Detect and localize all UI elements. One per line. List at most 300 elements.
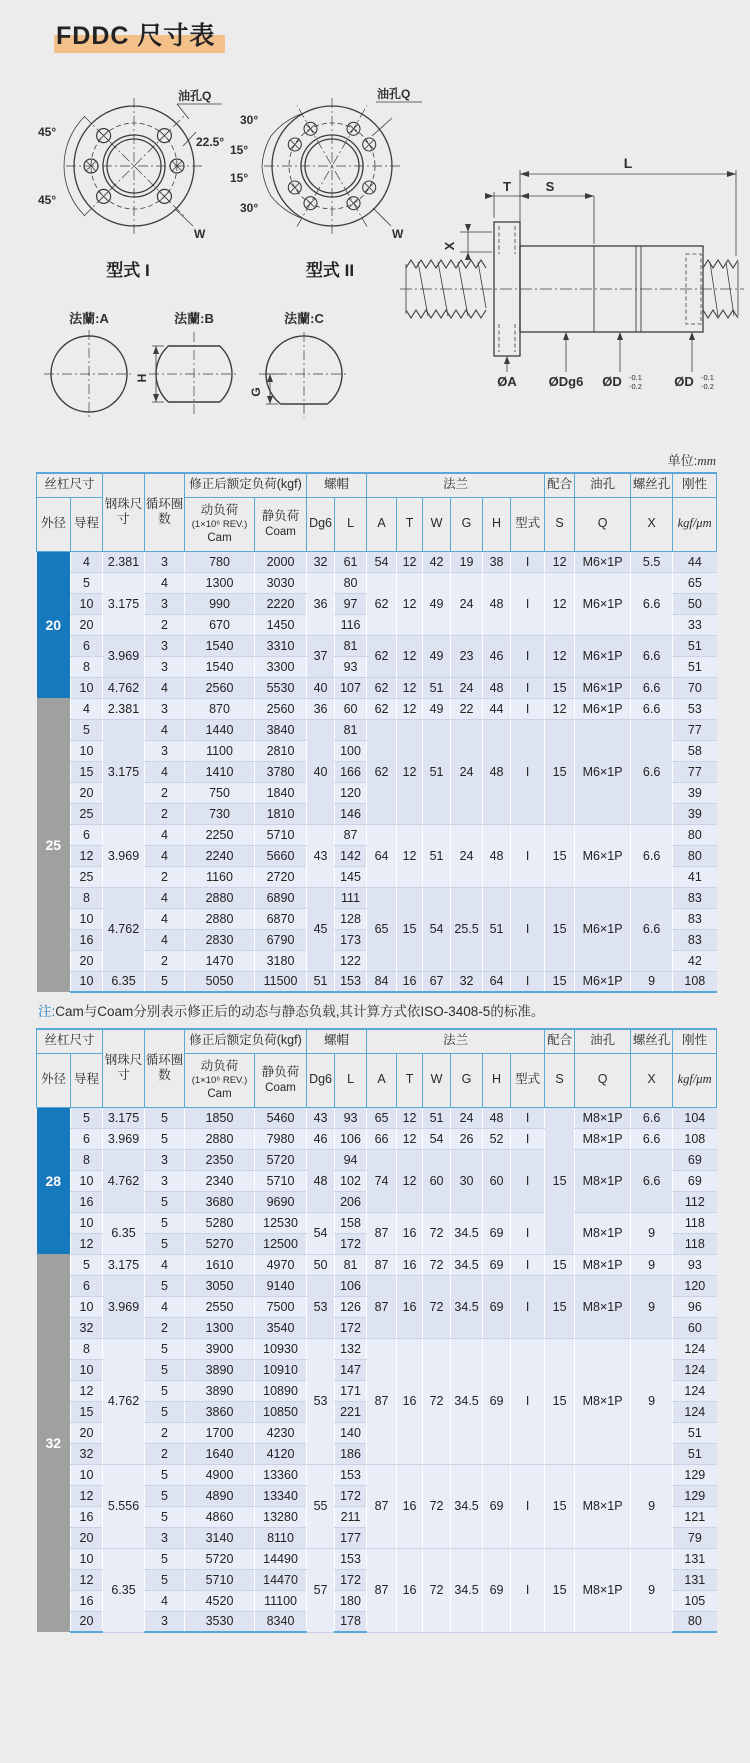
cell: 43 [307,1107,335,1128]
cell: 62 [367,572,397,635]
cell: 12 [397,1149,423,1212]
static-load-line2: Coam [265,525,296,538]
col-flange: 法兰 [367,1029,545,1053]
cell: 61 [335,551,367,572]
cell: I [511,551,545,572]
cell: 140 [335,1422,367,1443]
data-row [37,1254,717,1275]
cell: 6 [71,1128,103,1149]
cell: 107 [335,677,367,698]
table-note [38,1000,750,1020]
cell: 5 [71,1254,103,1275]
dimension-table-20-25 [36,472,717,993]
tolerance-label: -0.2 [701,382,714,391]
cell: 2 [145,950,185,971]
cell: 5280 [185,1212,255,1233]
cell: 16 [397,1338,423,1464]
col-rigidity-unit: kgf/μm [673,497,717,551]
cell: 116 [335,614,367,635]
cell: 4900 [185,1464,255,1485]
dynamic-load-line3: Cam [207,1087,232,1100]
dynamic-load-line1: 动负荷 [200,1059,239,1074]
cell: 3530 [185,1611,255,1632]
cell: 15 [545,1275,575,1338]
cell: 104 [673,1107,717,1128]
cell: 87 [367,1548,397,1632]
cell: 48 [307,1149,335,1212]
cell: 3 [145,551,185,572]
col-lead: 导程 [71,497,103,551]
cell: 172 [335,1569,367,1590]
cell: 5460 [255,1107,307,1128]
cell: 2000 [255,551,307,572]
cell: 8340 [255,1611,307,1632]
flange-b-label: 法蘭:B [174,311,214,326]
cell: 1700 [185,1422,255,1443]
col-h: H [483,1053,511,1107]
cell: 5 [145,1506,185,1527]
cell: I [511,1464,545,1548]
cell: 64 [483,971,511,992]
data-row [37,1212,717,1233]
tolerance-label: -0.2 [629,382,642,391]
cell: 5 [145,1107,185,1128]
cell: 5 [71,719,103,740]
cell: I [511,1254,545,1275]
col-s: S [545,497,575,551]
cell: M8×1P [575,1212,631,1254]
cell: 4 [145,908,185,929]
cell: 2220 [255,593,307,614]
cell: 5 [145,1233,185,1254]
cell: 69 [483,1275,511,1338]
cell: 87 [367,1275,397,1338]
cell: 36 [307,698,335,719]
cell: M8×1P [575,1464,631,1548]
cell: 12 [71,1485,103,1506]
cell: 93 [335,656,367,677]
cell: 79 [673,1527,717,1548]
dim-label-g: G [249,387,263,397]
cell: 16 [71,1506,103,1527]
cell: 10910 [255,1359,307,1380]
cell: 124 [673,1380,717,1401]
cell: 34.5 [451,1548,483,1632]
cell: 153 [335,1464,367,1485]
cell: 25 [71,803,103,824]
cell: 3890 [185,1380,255,1401]
cell: 24 [451,572,483,635]
cell: 16 [397,1548,423,1632]
cell: 48 [483,719,511,824]
cell: M6×1P [575,635,631,677]
cell: 10 [71,1464,103,1485]
drawing-lines [44,330,349,418]
cell: 6.6 [631,1149,673,1212]
cell: 211 [335,1506,367,1527]
cell: 172 [335,1317,367,1338]
cell: 1640 [185,1443,255,1464]
cell: M6×1P [575,677,631,698]
col-screw-hole: 螺丝孔 [631,1029,673,1053]
cell: 121 [673,1506,717,1527]
cell: 5 [145,1359,185,1380]
cell: 186 [335,1443,367,1464]
col-h: H [483,497,511,551]
cell: 16 [397,971,423,992]
cell: 870 [185,698,255,719]
cell: 6 [71,635,103,656]
cell: 2240 [185,845,255,866]
cell: 2880 [185,887,255,908]
cell: 15 [545,1338,575,1464]
cell: 7500 [255,1296,307,1317]
cell: 83 [673,929,717,950]
cell: 16 [71,929,103,950]
cell: 32 [71,1317,103,1338]
cell: 77 [673,719,717,740]
cell: 9 [631,1338,673,1464]
cell: 2 [145,1443,185,1464]
page-title [54,16,750,52]
col-circuits: 循环圈数 [145,1029,185,1107]
cell: 3.175 [103,572,145,635]
col-oil: 油孔 [575,1029,631,1053]
cell: 6.6 [631,572,673,635]
cell: 4 [145,929,185,950]
cell: I [511,1149,545,1212]
cell: 65 [673,572,717,593]
cell: I [511,1338,545,1464]
cell: 69 [673,1149,717,1170]
cell: 166 [335,761,367,782]
cell: 670 [185,614,255,635]
cell: 990 [185,593,255,614]
cell: 6790 [255,929,307,950]
cell: 93 [335,1107,367,1128]
dim-label-da: ØA [497,374,517,389]
cell: I [511,1275,545,1338]
dynamic-load-line1: 动负荷 [200,503,239,518]
cell: 70 [673,677,717,698]
cell: 4.762 [103,887,145,971]
cell: 1450 [255,614,307,635]
cell: 3 [145,1170,185,1191]
cell: 34.5 [451,1464,483,1548]
unit-label [0,450,716,469]
cell: 12 [71,1233,103,1254]
col-x: X [631,497,673,551]
cell: 87 [335,824,367,845]
cell: 3860 [185,1401,255,1422]
cell: I [511,698,545,719]
dimension-table-28-32 [36,1028,717,1633]
cell: 11500 [255,971,307,992]
dim-label-dd: ØD [674,374,694,389]
cell: 2560 [255,698,307,719]
cell: 12500 [255,1233,307,1254]
cell: 172 [335,1485,367,1506]
cell: 9 [631,1548,673,1632]
col-nut: 螺帽 [307,473,367,497]
cell: 5 [145,1128,185,1149]
page-title-text: FDDC 尺寸表 [54,22,225,53]
col-g: G [451,1053,483,1107]
col-outer-dia: 外径 [37,497,71,551]
cell: 15 [545,1254,575,1275]
cell: 62 [367,635,397,677]
cell: 24 [451,1107,483,1128]
col-l: L [335,497,367,551]
cell: 3.969 [103,1275,145,1338]
cell: 4890 [185,1485,255,1506]
cell: 81 [335,1254,367,1275]
cell: 46 [483,635,511,677]
cell: 3 [145,593,185,614]
cell: 16 [71,1590,103,1611]
col-ball-size: 钢珠尺寸 [103,473,145,551]
cell: 72 [423,1275,451,1338]
cell: 16 [397,1254,423,1275]
cell: 10850 [255,1401,307,1422]
dim-label-l: L [623,155,633,171]
cell: 87 [367,1212,397,1254]
cell: 69 [483,1548,511,1632]
col-w: W [423,497,451,551]
cell: 49 [423,572,451,635]
cell: 6890 [255,887,307,908]
cell: 43 [307,824,335,887]
col-dynamic-load [185,497,255,551]
cell: I [511,719,545,824]
cell: 2 [145,1422,185,1443]
col-lead: 导程 [71,1053,103,1107]
cell: 11100 [255,1590,307,1611]
cell: 129 [673,1464,717,1485]
cell: 16 [71,1191,103,1212]
cell: 5 [71,572,103,593]
cell: 54 [423,887,451,971]
cell: 118 [673,1212,717,1233]
cell: 5 [145,1569,185,1590]
drawing-lines [400,170,744,372]
cell: 15 [545,719,575,824]
angle-label: 45° [38,193,57,207]
cell: 108 [673,971,717,992]
cell: 51 [673,1422,717,1443]
col-a: A [367,1053,397,1107]
cell: 2.381 [103,698,145,719]
cell: 12 [397,572,423,635]
cell: 221 [335,1401,367,1422]
cell: 9 [631,971,673,992]
cell: 50 [673,593,717,614]
cell: 1810 [255,803,307,824]
col-l: L [335,1053,367,1107]
cell: 4 [145,1254,185,1275]
cell: 3890 [185,1359,255,1380]
cell: 60 [335,698,367,719]
cell: I [511,824,545,887]
cell: M6×1P [575,719,631,824]
cell: 177 [335,1527,367,1548]
cell: 15 [545,1107,575,1254]
table-body [37,1107,717,1632]
cell: 67 [423,971,451,992]
cell: 65 [367,887,397,971]
cell: 53 [673,698,717,719]
cell: 3310 [255,635,307,656]
cell: M8×1P [575,1254,631,1275]
data-row [37,698,717,719]
cell: 4520 [185,1590,255,1611]
cell: 173 [335,929,367,950]
cell: 69 [673,1170,717,1191]
cell: 10 [71,593,103,614]
cell: I [511,1212,545,1254]
cell: 96 [673,1296,717,1317]
cell: M6×1P [575,698,631,719]
cell: 54 [423,1128,451,1149]
cell: 1100 [185,740,255,761]
cell: 2350 [185,1149,255,1170]
cell: I [511,887,545,971]
dim-label-dd: ØD [602,374,622,389]
dim-label-s: S [545,179,555,194]
data-row [37,1548,717,1569]
cell: 12 [545,698,575,719]
cell: M8×1P [575,1548,631,1632]
cell: 53 [307,1338,335,1464]
cell: 53 [307,1275,335,1338]
cell: 3540 [255,1317,307,1338]
cell: 77 [673,761,717,782]
cell: M6×1P [575,572,631,635]
cell: 153 [335,1548,367,1569]
cell: 5 [71,1107,103,1128]
cell: 12 [397,635,423,677]
cell: 2 [145,1317,185,1338]
cell: 57 [307,1548,335,1632]
cell: 2 [145,803,185,824]
cell: 4 [145,887,185,908]
cell: 10 [71,1212,103,1233]
cell: 206 [335,1191,367,1212]
cell: 112 [673,1191,717,1212]
cell: 10 [71,1548,103,1569]
cell: 15 [545,824,575,887]
cell: 72 [423,1464,451,1548]
cell: 5 [145,1338,185,1359]
cell: 69 [483,1338,511,1464]
cell: 4 [71,698,103,719]
cell: 3.969 [103,1128,145,1149]
cell: 6870 [255,908,307,929]
data-row [37,1107,717,1128]
cell: 72 [423,1254,451,1275]
cell: 2880 [185,908,255,929]
cell: 52 [483,1128,511,1149]
cell: 36 [307,572,335,635]
col-g: G [451,497,483,551]
section-label-32: 32 [37,1254,71,1632]
col-static-load [255,497,307,551]
cell: 12 [71,845,103,866]
data-row [37,677,717,698]
cell: 12 [71,1380,103,1401]
cell: 8 [71,1149,103,1170]
cell: 1610 [185,1254,255,1275]
data-row [37,887,717,908]
cell: 3.969 [103,635,145,677]
cell: 8110 [255,1527,307,1548]
cell: 15 [545,1464,575,1548]
cell: 15 [71,1401,103,1422]
cell: 3.175 [103,1107,145,1128]
cell: M6×1P [575,887,631,971]
cell: 13360 [255,1464,307,1485]
cell: 72 [423,1338,451,1464]
cell: 4 [71,551,103,572]
cell: 15 [545,971,575,992]
data-row [37,971,717,992]
cell: 37 [307,635,335,677]
cell: 3840 [255,719,307,740]
cell: 51 [307,971,335,992]
col-rated-load: 修正后额定负荷(kgf) [185,473,307,497]
cell: 3 [145,1149,185,1170]
cell: 66 [367,1128,397,1149]
width-label: W [392,227,404,241]
cell: 34.5 [451,1254,483,1275]
cell: 51 [423,719,451,824]
cell: 62 [367,719,397,824]
cell: 12 [545,551,575,572]
cell: 12530 [255,1212,307,1233]
col-screw-size: 丝杠尺寸 [37,1029,103,1053]
cell: 87 [367,1254,397,1275]
cell: 9 [631,1254,673,1275]
cell: M8×1P [575,1149,631,1212]
cell: 10 [71,971,103,992]
cell: 24 [451,719,483,824]
cell: 26 [451,1128,483,1149]
cell: 4.762 [103,1149,145,1212]
cell: 5710 [255,1170,307,1191]
cell: 3050 [185,1275,255,1296]
cell: 3.969 [103,824,145,887]
cell: 1840 [255,782,307,803]
oil-hole-label: 油孔Q [377,87,411,101]
cell: 23 [451,635,483,677]
cell: 60 [483,1149,511,1212]
angle-label: 22.5° [196,135,225,149]
cell: 48 [483,824,511,887]
cell: I [511,1548,545,1632]
col-type: 型式 [511,1053,545,1107]
cell: 111 [335,887,367,908]
cell: 5 [145,1485,185,1506]
cell: 1850 [185,1107,255,1128]
cell: I [511,677,545,698]
cell: 6.6 [631,1107,673,1128]
cell: 4 [145,1590,185,1611]
cell: 15 [545,1548,575,1632]
flange-a-label: 法蘭:A [69,311,109,326]
cell: 9 [631,1464,673,1548]
cell: 32 [71,1443,103,1464]
cell: 129 [673,1485,717,1506]
